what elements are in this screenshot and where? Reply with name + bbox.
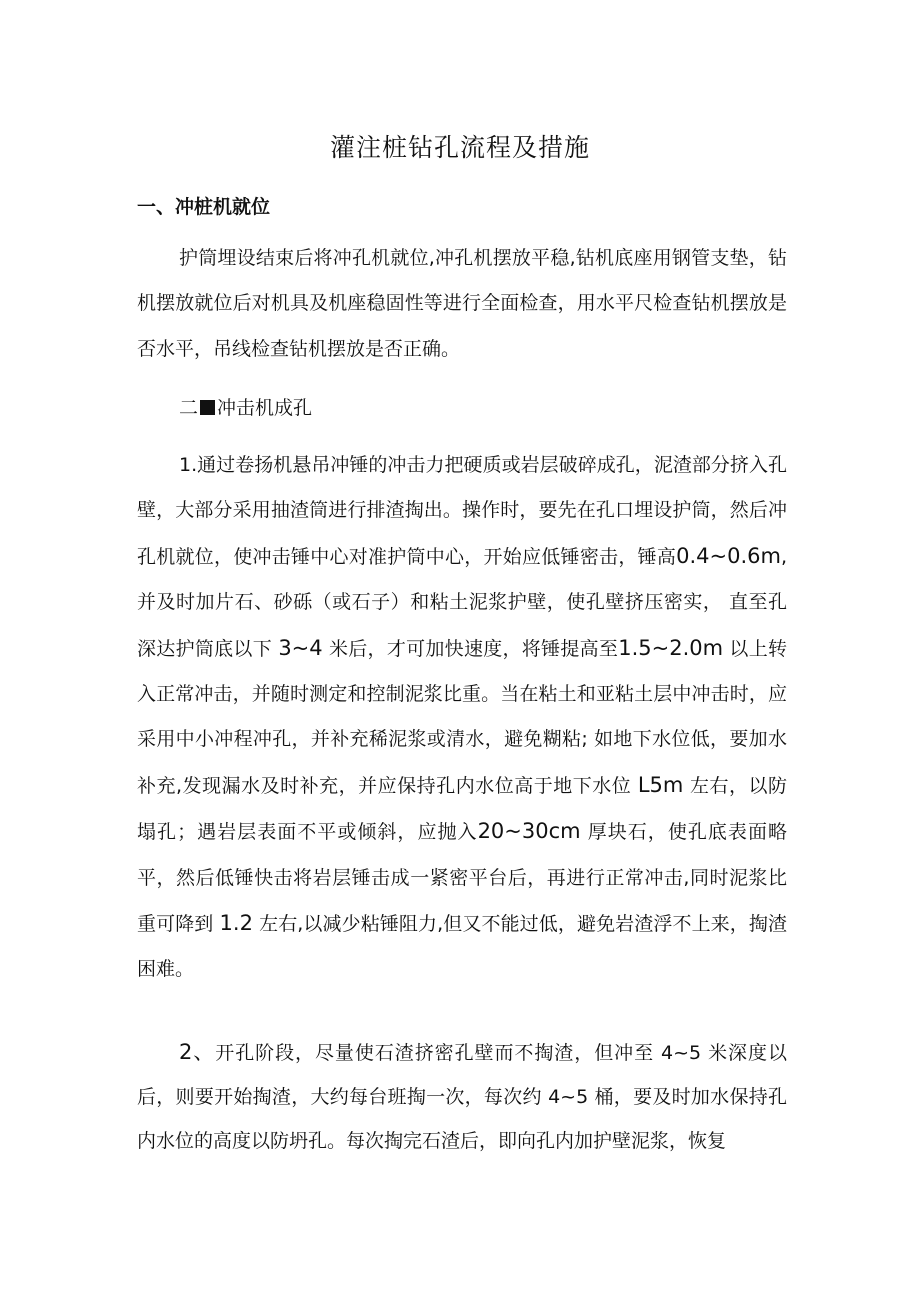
item-1-text-e: 左右，以防塌孔；遇岩层表面不平或倾斜，应抛入	[137, 774, 787, 844]
item-2-text-a: 开孔阶段，尽量使石渣挤密孔壁而不掏渣，但冲至	[215, 1042, 655, 1064]
item-1-text-c: 米后，才可加快速度，将锤提高至	[328, 637, 619, 660]
item-1-text-d: 以上转入正常冲击，并随时测定和控制泥浆比重。当在粘土和亚粘土层中冲击时，应采用中小冲程冲孔，并补充稀泥浆或清水，避免糊粘; 如地下水位低，要加水补充,发现漏水及时补充，并应保持孔内水位高于地下水位	[137, 637, 787, 797]
item-2-text-c: 桶，要及时加水保持孔内水位的高度以防坍孔。每次掏完石渣后，即向孔内加护壁泥浆，恢复	[137, 1086, 787, 1152]
document-title: 灌注桩钻孔流程及措施	[329, 133, 590, 162]
section-1-heading: 一、冲桩机就位	[137, 196, 271, 218]
item-1-value-depth: 3~4	[278, 635, 323, 660]
item-1-text-f: 厚块石，使孔底表面略平，然后低锤快击将岩层锤击成一紧密平台后，再进行正常冲击,同时泥浆比重可降到	[137, 821, 787, 936]
item-2-value-buckets: 4~5	[548, 1086, 589, 1108]
square-bullet-icon	[200, 400, 215, 415]
section-2-item-1	[137, 443, 787, 993]
section-2-heading-text: 冲击机成孔	[217, 397, 313, 419]
item-1-value-water-level: L5m	[637, 772, 684, 797]
item-1-text-b: ,并及时加片石、砂砾（或石子）和粘土泥浆护壁，使孔壁挤压密实， 直至孔深达护筒底以下	[137, 545, 787, 660]
item-2-text-b: 米深度以后，则要开始掏渣，大约每台班掏一次，每次约	[137, 1042, 787, 1108]
item-2-lead: 2、	[179, 1040, 216, 1064]
section-2-heading-prefix: 二	[179, 397, 199, 419]
item-1-value-hammer-height: 0.4~0.6m	[676, 543, 781, 568]
item-1-value-raised-height: 1.5~2.0m	[618, 635, 724, 660]
item-1-text-g: 左右,以减少粘锤阻力,但又不能过低，避免岩渣浮不上来，掏渣困难。	[137, 913, 787, 981]
item-1-text-a: 1.通过卷扬机悬吊冲锤的冲击力把硬质或岩层破碎成孔，泥渣部分挤入孔壁，大部分采用抽渣筒进行排渣掏出。操作时，要先在孔口埋设护筒，然后冲孔机就位，使冲击锤中心对准护筒中心，开始应低锤密击，锤高	[137, 454, 787, 568]
section-2-item-2	[137, 1030, 787, 1163]
item-1-value-stone-size: 20~30cm	[477, 819, 581, 844]
section-2-heading	[137, 386, 787, 431]
item-1-value-density: 1.2	[219, 911, 253, 936]
item-2-value-depth: 4~5	[661, 1042, 702, 1064]
section-1-paragraph: 护筒埋设结束后将冲孔机就位,冲孔机摆放平稳,钻机底座用钢管支垫，钻机摆放就位后对机具及机座稳固性等进行全面检查，用水平尺检查钻机摆放是否水平，吊线检查钻机摆放是否正确。	[137, 247, 787, 360]
